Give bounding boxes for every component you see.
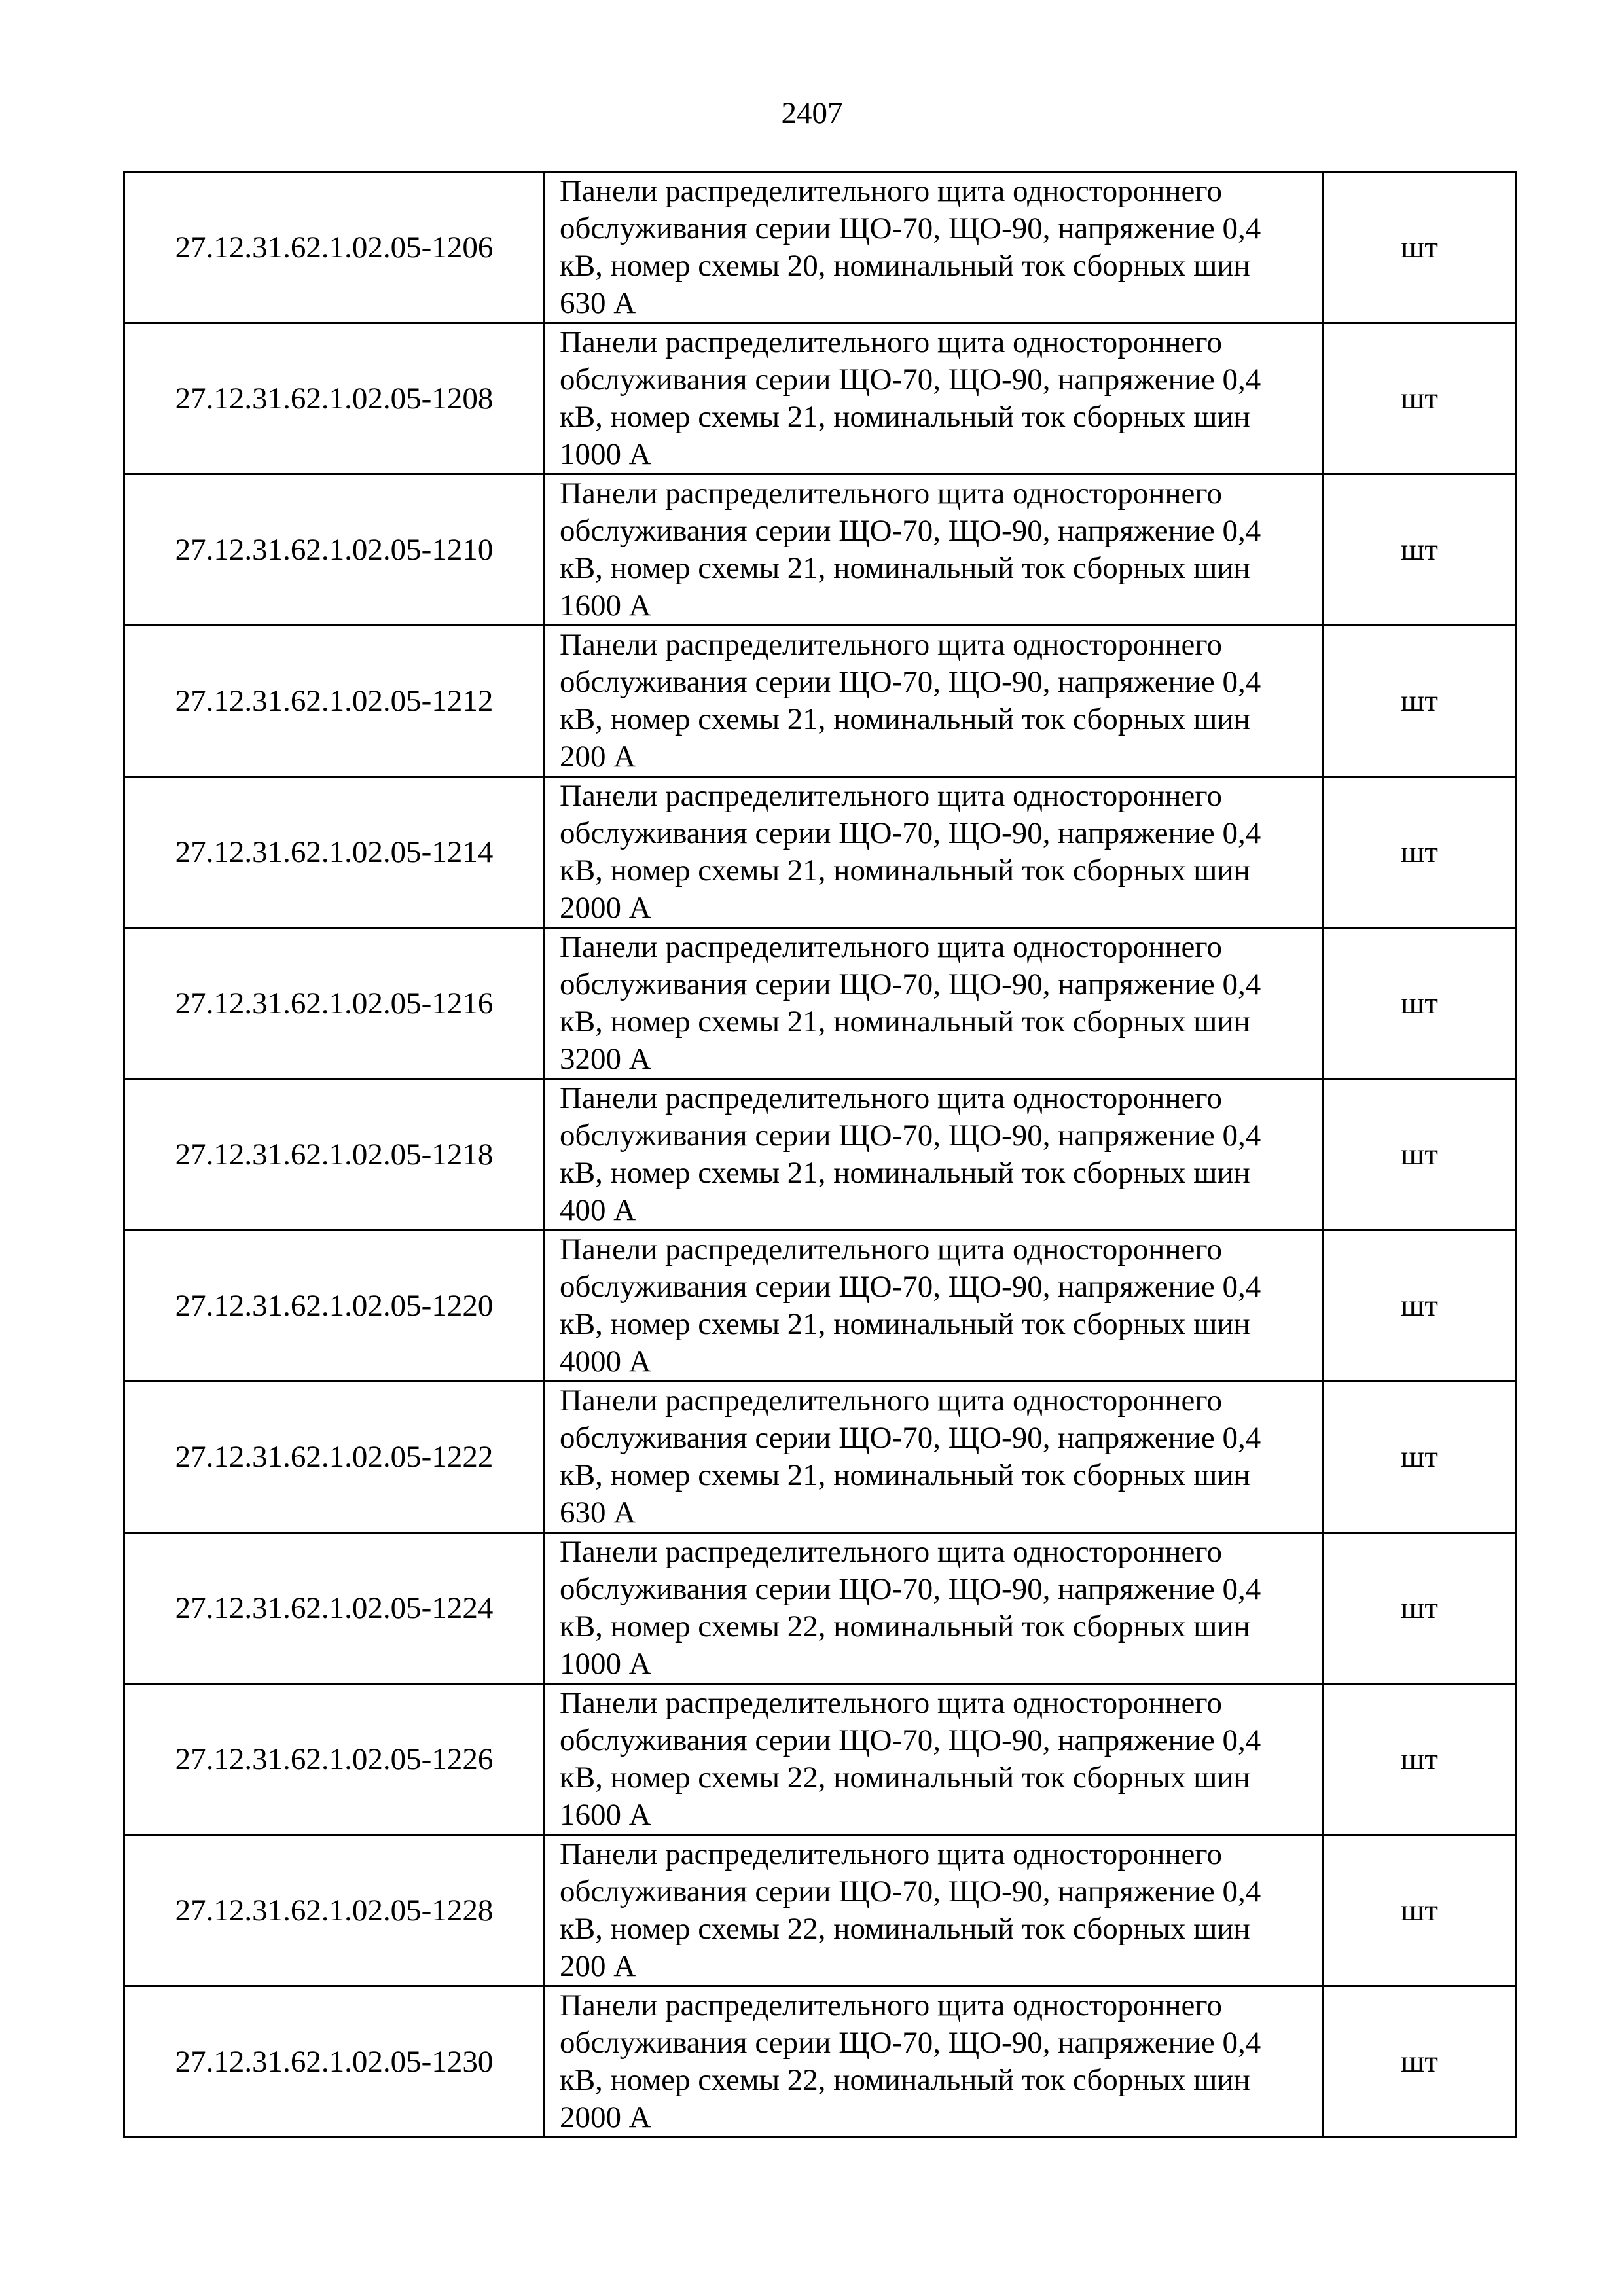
description-line: 2000 А [560,891,651,925]
resource-code-cell: 27.12.31.62.1.02.05-1222 [124,1382,545,1533]
table-row [124,1382,1516,1533]
unit-of-measure-cell: шт [1324,323,1516,475]
unit-of-measure-cell: шт [1324,1079,1516,1230]
description-line: обслуживания серии ЩО-70, ЩО-90, напряжение 0,4 [560,514,1261,548]
description-line: Панели распределительного щита одностороннего [560,1686,1222,1720]
description-line: Панели распределительного щита одностороннего [560,779,1222,813]
resource-description-cell [545,1986,1324,2138]
resource-description-cell [545,1079,1324,1230]
description-line: 200 А [560,740,636,774]
description-line: кВ, номер схемы 21, номинальный ток сборных шин [560,1458,1250,1492]
resource-description-cell [545,323,1324,475]
resource-code-cell: 27.12.31.62.1.02.05-1212 [124,626,545,777]
resource-description-cell [545,928,1324,1079]
description-line: 1000 А [560,437,651,471]
resource-description-cell [545,1835,1324,1986]
table-row [124,172,1516,323]
description-line: Панели распределительного щита одностороннего [560,1232,1222,1266]
table-row [124,1533,1516,1684]
table-row [124,1684,1516,1835]
unit-of-measure-cell: шт [1324,928,1516,1079]
description-line: кВ, номер схемы 22, номинальный ток сборных шин [560,1761,1250,1795]
table-row [124,1079,1516,1230]
description-line: кВ, номер схемы 21, номинальный ток сборных шин [560,551,1250,585]
description-line: Панели распределительного щита одностороннего [560,325,1222,359]
description-line: обслуживания серии ЩО-70, ЩО-90, напряжение 0,4 [560,1572,1261,1606]
description-line: Панели распределительного щита одностороннего [560,476,1222,511]
unit-of-measure-cell: шт [1324,777,1516,928]
description-line: кВ, номер схемы 22, номинальный ток сборных шин [560,1609,1250,1643]
description-line: кВ, номер схемы 21, номинальный ток сборных шин [560,702,1250,736]
description-line: 630 А [560,286,636,320]
table-row [124,1986,1516,2138]
resource-description-cell [545,172,1324,323]
description-line: обслуживания серии ЩО-70, ЩО-90, напряжение 0,4 [560,1723,1261,1757]
resource-code-cell: 27.12.31.62.1.02.05-1220 [124,1230,545,1382]
resource-code-cell: 27.12.31.62.1.02.05-1206 [124,172,545,323]
resource-description-cell [545,777,1324,928]
table-row [124,1230,1516,1382]
description-line: 630 А [560,1496,636,1530]
resource-code-cell: 27.12.31.62.1.02.05-1214 [124,777,545,928]
description-line: кВ, номер схемы 22, номинальный ток сборных шин [560,1912,1250,1946]
table-row [124,928,1516,1079]
unit-of-measure-cell: шт [1324,1835,1516,1986]
description-line: обслуживания серии ЩО-70, ЩО-90, напряжение 0,4 [560,211,1261,245]
description-line: Панели распределительного щита одностороннего [560,1535,1222,1569]
description-line: обслуживания серии ЩО-70, ЩО-90, напряжение 0,4 [560,363,1261,397]
resource-code-cell: 27.12.31.62.1.02.05-1226 [124,1684,545,1835]
resource-description-cell [545,1684,1324,1835]
unit-of-measure-cell: шт [1324,1382,1516,1533]
description-line: 3200 А [560,1042,651,1076]
description-line: кВ, номер схемы 22, номинальный ток сборных шин [560,2063,1250,2097]
unit-of-measure-cell: шт [1324,1684,1516,1835]
resource-code-cell: 27.12.31.62.1.02.05-1218 [124,1079,545,1230]
description-line: обслуживания серии ЩО-70, ЩО-90, напряжение 0,4 [560,1119,1261,1153]
table-body [124,172,1516,2138]
unit-of-measure-cell: шт [1324,475,1516,626]
description-line: Панели распределительного щита одностороннего [560,1384,1222,1418]
resource-code-cell: 27.12.31.62.1.02.05-1208 [124,323,545,475]
description-line: Панели распределительного щита одностороннего [560,628,1222,662]
resource-code-cell: 27.12.31.62.1.02.05-1210 [124,475,545,626]
resource-description-cell [545,1382,1324,1533]
resource-code-cell: 27.12.31.62.1.02.05-1224 [124,1533,545,1684]
description-line: 2000 А [560,2100,651,2134]
description-line: Панели распределительного щита одностороннего [560,174,1222,208]
table-row [124,475,1516,626]
resource-description-cell [545,1533,1324,1684]
description-line: кВ, номер схемы 21, номинальный ток сборных шин [560,1156,1250,1190]
description-line: кВ, номер схемы 21, номинальный ток сборных шин [560,853,1250,888]
resource-table [123,171,1517,2138]
resource-description-cell [545,1230,1324,1382]
resource-description-cell [545,475,1324,626]
description-line: обслуживания серии ЩО-70, ЩО-90, напряжение 0,4 [560,967,1261,1001]
description-line: 200 А [560,1949,636,1983]
table-row [124,777,1516,928]
description-line: кВ, номер схемы 20, номинальный ток сборных шин [560,249,1250,283]
description-line: 1000 А [560,1647,651,1681]
description-line: 1600 А [560,1798,651,1832]
description-line: кВ, номер схемы 21, номинальный ток сборных шин [560,400,1250,434]
page-number: 2407 [781,96,843,130]
description-line: обслуживания серии ЩО-70, ЩО-90, напряжение 0,4 [560,816,1261,850]
description-line: кВ, номер схемы 21, номинальный ток сборных шин [560,1307,1250,1341]
resource-code-cell: 27.12.31.62.1.02.05-1228 [124,1835,545,1986]
description-line: обслуживания серии ЩО-70, ЩО-90, напряжение 0,4 [560,1874,1261,1909]
description-line: Панели распределительного щита одностороннего [560,930,1222,964]
unit-of-measure-cell: шт [1324,626,1516,777]
description-line: обслуживания серии ЩО-70, ЩО-90, напряжение 0,4 [560,1270,1261,1304]
description-line: 4000 А [560,1344,651,1378]
description-line: кВ, номер схемы 21, номинальный ток сборных шин [560,1005,1250,1039]
unit-of-measure-cell: шт [1324,1230,1516,1382]
resource-code-cell: 27.12.31.62.1.02.05-1230 [124,1986,545,2138]
table-row [124,1835,1516,1986]
description-line: Панели распределительного щита одностороннего [560,1081,1222,1115]
unit-of-measure-cell: шт [1324,1986,1516,2138]
table-row [124,626,1516,777]
unit-of-measure-cell: шт [1324,1533,1516,1684]
description-line: 1600 А [560,588,651,622]
unit-of-measure-cell: шт [1324,172,1516,323]
description-line: 400 А [560,1193,636,1227]
table-row [124,323,1516,475]
resource-description-cell [545,626,1324,777]
description-line: Панели распределительного щита одностороннего [560,1837,1222,1871]
description-line: обслуживания серии ЩО-70, ЩО-90, напряжение 0,4 [560,2026,1261,2060]
description-line: Панели распределительного щита одностороннего [560,1988,1222,2022]
resource-code-cell: 27.12.31.62.1.02.05-1216 [124,928,545,1079]
description-line: обслуживания серии ЩО-70, ЩО-90, напряжение 0,4 [560,665,1261,699]
description-line: обслуживания серии ЩО-70, ЩО-90, напряжение 0,4 [560,1421,1261,1455]
